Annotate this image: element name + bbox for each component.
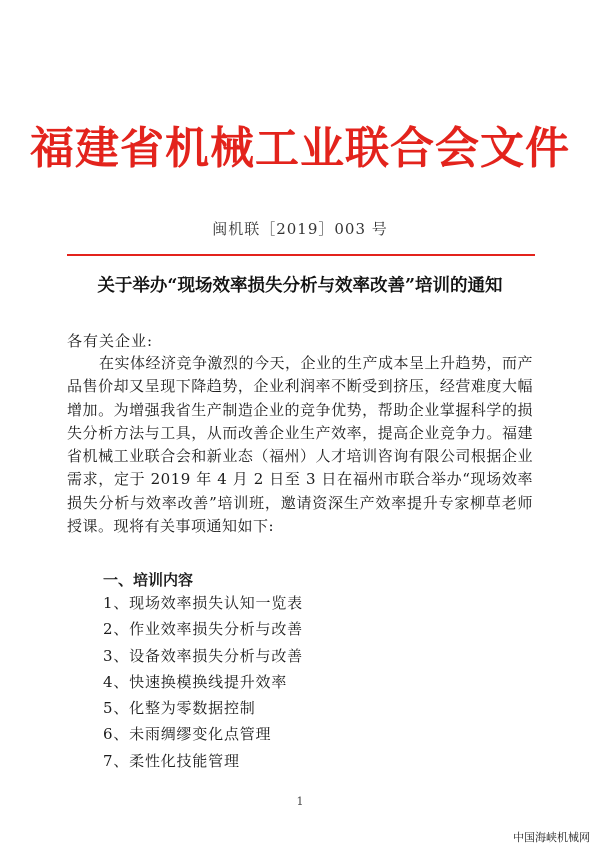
list-item: 7、柔性化技能管理 xyxy=(103,751,240,770)
red-divider-line xyxy=(67,254,535,256)
site-watermark: 中国海峡机械网 xyxy=(513,831,590,844)
section-heading-training-content: 一、培训内容 xyxy=(103,571,194,589)
document-number: 闽机联［2019］003 号 xyxy=(212,220,388,238)
training-content-list xyxy=(103,592,303,776)
document-header-title: 福建省机械工业联合会文件 xyxy=(30,123,570,174)
page-number: 1 xyxy=(296,795,304,808)
list-item: 4、快速换模换线提升效率 xyxy=(103,672,288,691)
list-item: 2、作业效率损失分析与改善 xyxy=(103,620,303,639)
notice-title: 关于举办“现场效率损失分析与效率改善”培训的通知 xyxy=(97,276,503,296)
list-item: 6、未雨绸缪变化点管理 xyxy=(103,725,272,744)
list-item: 5、化整为零数据控制 xyxy=(103,699,256,718)
body-paragraph: 在实体经济竞争激烈的今天，企业的生产成本呈上升趋势，而产品售价却又呈现下降趋势，企业利润率不断受到挤压，经营难度大幅增加。为增强我省生产制造企业的竞争优势，帮助企业掌握科学的损失分析方法与工具，从而改善企业生产效率，提高企业竞争力。福建省机械工业联合会和新业态（福州）人才培训咨询有限公司根据企业需求，定于 2019 年 4 月 2 日至 3 日在福州市联合举办“现场效率损失分析与效率改善”培训班，邀请资深生产效率提升专家柳草老师授课。现将有关事项通知如下: xyxy=(67,354,534,536)
list-item: 1、现场效率损失认知一览表 xyxy=(103,594,303,612)
salutation: 各有关企业: xyxy=(67,332,154,350)
list-item: 3、设备效率损失分析与改善 xyxy=(103,646,303,665)
